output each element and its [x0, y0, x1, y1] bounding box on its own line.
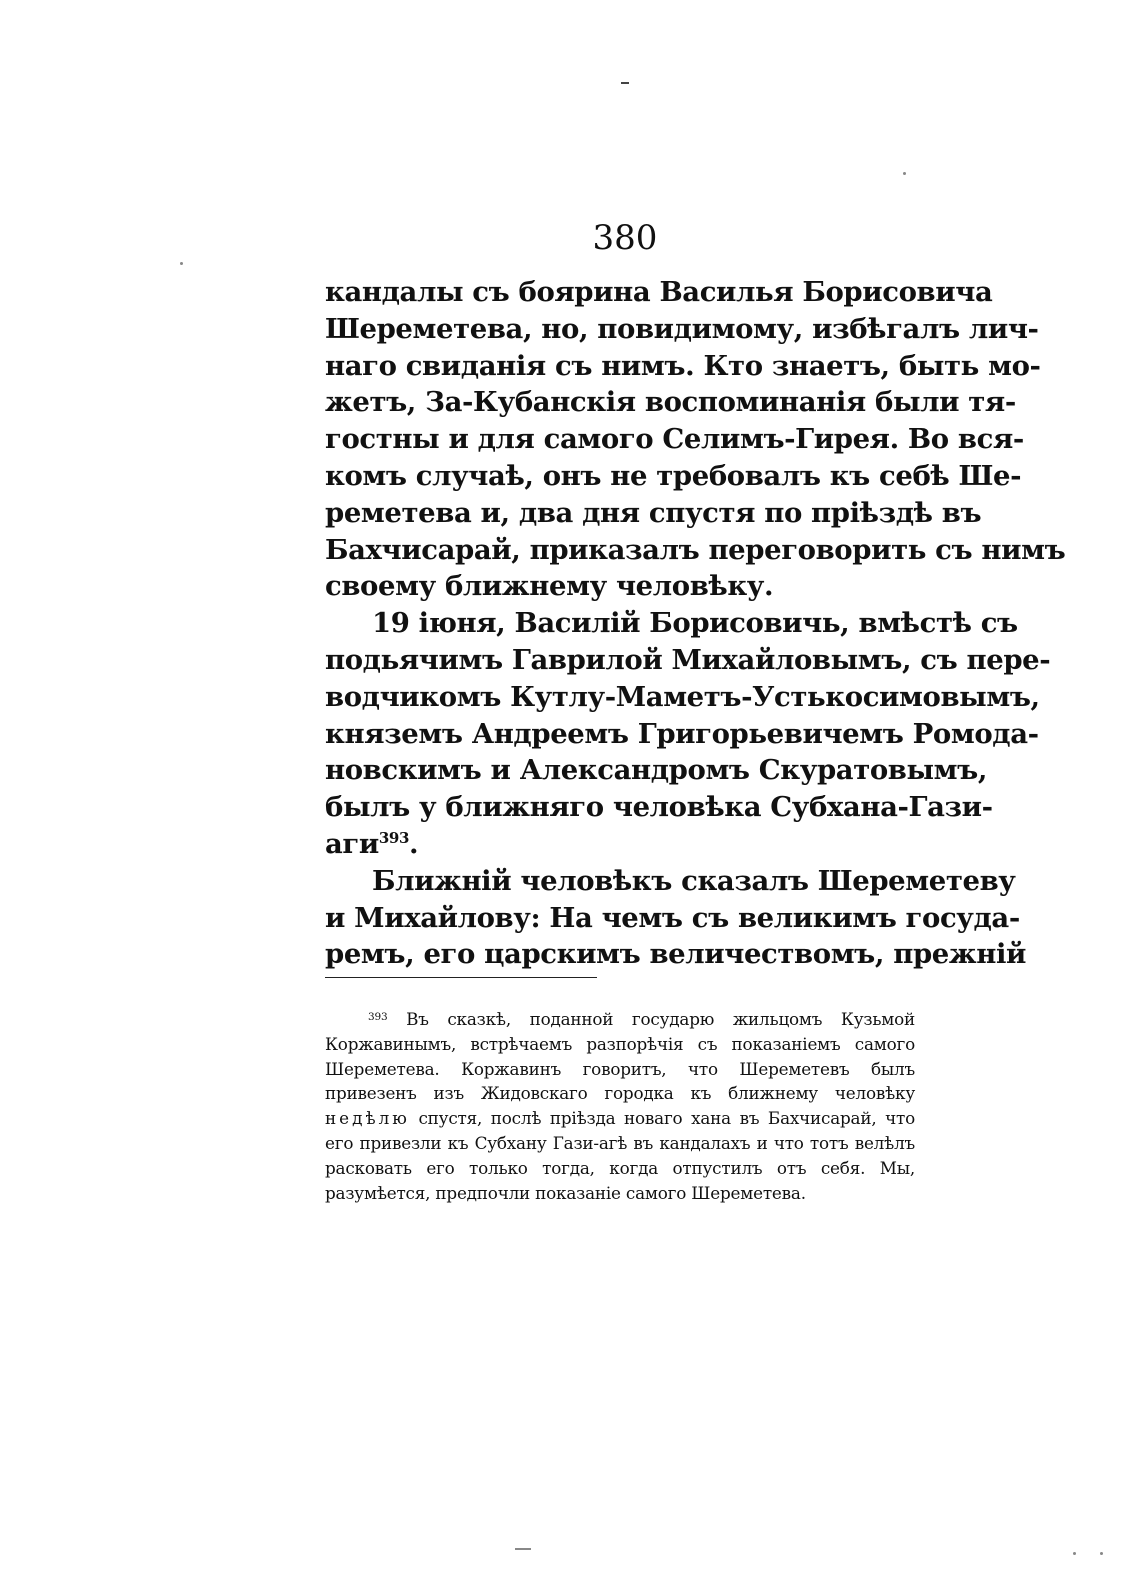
speck: [903, 172, 906, 175]
text-line: подьячимъ Гаврилой Михайловымъ, съ пере-: [325, 643, 1051, 676]
footnote-spaced-word: недѣлю: [325, 1108, 410, 1129]
footnote-reference[interactable]: 393: [378, 828, 409, 847]
speck: [180, 262, 183, 265]
paragraph-1: [325, 274, 1066, 605]
footnote-text-2: спустя, послѣ пріѣзда новаго хана въ Бахчисарай, что его привезли къ Субхану Гази-агѣ въ кандалахъ и что тотъ велѣлъ расковать его только тогда, когда отпустилъ отъ себя. Мы, разумѣется, предпочли показаніе самого Шереметева.: [325, 1108, 915, 1203]
last-line-text: аги: [325, 827, 379, 860]
text-line: [325, 826, 920, 863]
text-line: своему ближнему человѣку.: [325, 570, 774, 603]
text-line: наго свиданія съ нимъ. Кто знаетъ, быть мо-: [325, 349, 1041, 382]
main-text: [325, 274, 1066, 973]
page-number: 380: [592, 218, 658, 258]
paragraph-2: [325, 605, 1051, 863]
text-line: княземъ Андреемъ Григорьевичемъ Ромода-: [325, 717, 1039, 750]
last-line-end: .: [409, 827, 419, 860]
text-line: Шереметева, но, повидимому, избѣгалъ лич-: [325, 312, 1039, 345]
speck: [515, 1548, 531, 1550]
footnote-divider: [325, 977, 597, 978]
footnote: [325, 1007, 915, 1205]
text-line: ремъ, его царскимъ величествомъ, прежній: [325, 938, 1027, 971]
text-line: 19 іюня, Василій Борисовичь, вмѣстѣ съ: [372, 607, 1018, 640]
text-line: жетъ, За-Кубанскія воспоминанія были тя-: [325, 386, 1016, 419]
text-line: Ближній человѣкъ сказалъ Шереметеву: [372, 864, 1016, 897]
speck: [1073, 1552, 1076, 1555]
text-line: гостны и для самого Селимъ-Гирея. Во вся-: [325, 423, 1024, 456]
text-line: и Михайлову: На чемъ съ великимъ госуда-: [325, 901, 1020, 934]
text-line: Бахчисарай, приказалъ переговорить съ нимъ: [325, 533, 1066, 566]
text-line: новскимъ и Александромъ Скуратовымъ,: [325, 754, 988, 787]
speck: [1100, 1552, 1103, 1555]
paragraph-3: [325, 863, 1027, 973]
text-line: реметева и, два дня спустя по пріѣздѣ въ: [325, 496, 982, 529]
footnote-text-1: Въ сказкѣ, поданной государю жильцомъ Кузьмой Коржавинымъ, встрѣчаемъ разпорѣчія съ показаніемъ самого Шереметева. Коржавинъ говоритъ, что Шереметевъ былъ привезенъ изъ Жидовскаго городка къ ближнему человѣку: [325, 1009, 916, 1104]
footnote-number: 393: [368, 1011, 388, 1023]
text-line: водчикомъ Кутлу-Маметъ-Устькосимовымъ,: [325, 680, 1040, 713]
top-mark: [621, 82, 629, 84]
text-line: кандалы съ боярина Василья Борисовича: [325, 276, 993, 308]
text-line: комъ случаѣ, онъ не требовалъ къ себѣ Ше-: [325, 459, 1022, 492]
footnote-paragraph: [325, 1007, 915, 1205]
text-line: былъ у ближняго человѣка Субхана-Гази-: [325, 791, 993, 824]
